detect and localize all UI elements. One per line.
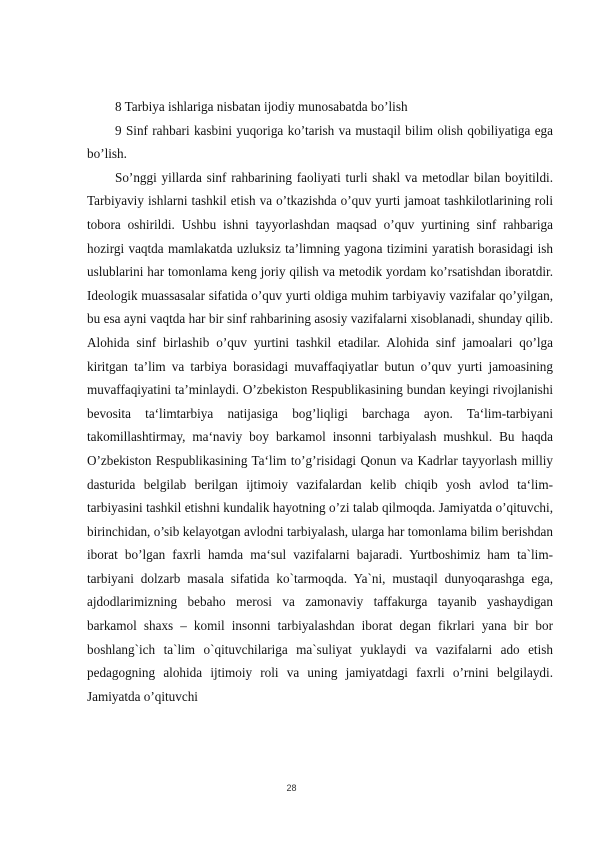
page-number: 28 — [286, 783, 297, 793]
body-paragraph: So’nggi yillarda sinf rahbarining faoliyati turli shakl va metodlar bilan boyitildi. Tarbiyaviy ishlarni tashkil etish va o’tkazishda o’quv yurti jamoat tashkilotlarining roli tobora oshirildi. Ushbu ishni tayyorlashdan maqsad o’quv yurtining sinf rahbariga hozirgi vaqtda mamlakatda uzluksiz ta’limning yagona tizimini yaratish borasidagi ish uslublarini har tomonlama keng joriy qilish va metodik yordam ko’rsatishdan iboratdir. Ideologik muassasalar sifatida o’quv yurti oldiga muhim tarbiyaviy vazifalar qo’yilgan, bu esa ayni vaqtda har bir sinf rahbarining asosiy vazifalarni xisoblanadi, shunday qilib. Alohida sinf birlashib o’quv yurtini tashkil etadilar. Alohida sinf jamoalari qo’lga kiritgan ta’lim va tarbiya borasidagi muvaffaqiyatlar butun o’quv yurti jamoasining muvaffaqiyatini ta’minlaydi. O’zbekiston Respublikasining bundan keyingi rivojlanishi bevosita ta‘limtarbiya natijasiga bog’liqligi barchaga ayon. Ta‘lim-tarbiyani takomillashtirmay, ma‘naviy boy barkamol insonni tarbiyalash mushkul. Bu haqda O’zbekiston Respublikasining Ta‘lim to’g’risidagi Qonun va Kadrlar tayyorlash milliy dasturida belgilab berilgan ijtimoiy vazifalardan kelib chiqib yosh avlod ta‘lim-tarbiyasini tashkil etishni kundalik hayotning o’zi talab qilmoqda. Jamiyatda o’qituvchi, birinchidan, o’sib kelayotgan avlodni tarbiyalash, ularga har tomonlama bilim berishdan iborat bo’lgan faxrli hamda ma‘sul vazifalarni bajaradi. Yurtboshimiz ham ta`lim-tarbiyani dolzarb masala sifatida ko`tarmoqda. Ya`ni, mustaqil dunyoqarashga ega, ajdodlarimizning bebaho merosi va zamonaviy taffakurga tayanib yashaydigan barkamol shaxs – komil insonni tarbiyalashdan iborat degan fikrlari yana bir bor boshlang`ich ta`lim o`qituvchilariga ma`suliyat yuklaydi va vazifalarni ado etish pedagogning alohida ijtimoiy roli va uning jamiyatdagi faxrli o’rnini belgilaydi. Jamiyatda o’qituvchi — [87, 169, 553, 704]
document-body — [87, 95, 553, 708]
list-item-8: 8 Tarbiya ishlariga nisbatan ijodiy munosabatda bo’lish — [115, 99, 408, 114]
list-item-9: 9 Sinf rahbari kasbini yuqoriga ko’tarish va mustaqil bilim olish qobiliyatiga ega bo’lish. — [87, 122, 553, 162]
